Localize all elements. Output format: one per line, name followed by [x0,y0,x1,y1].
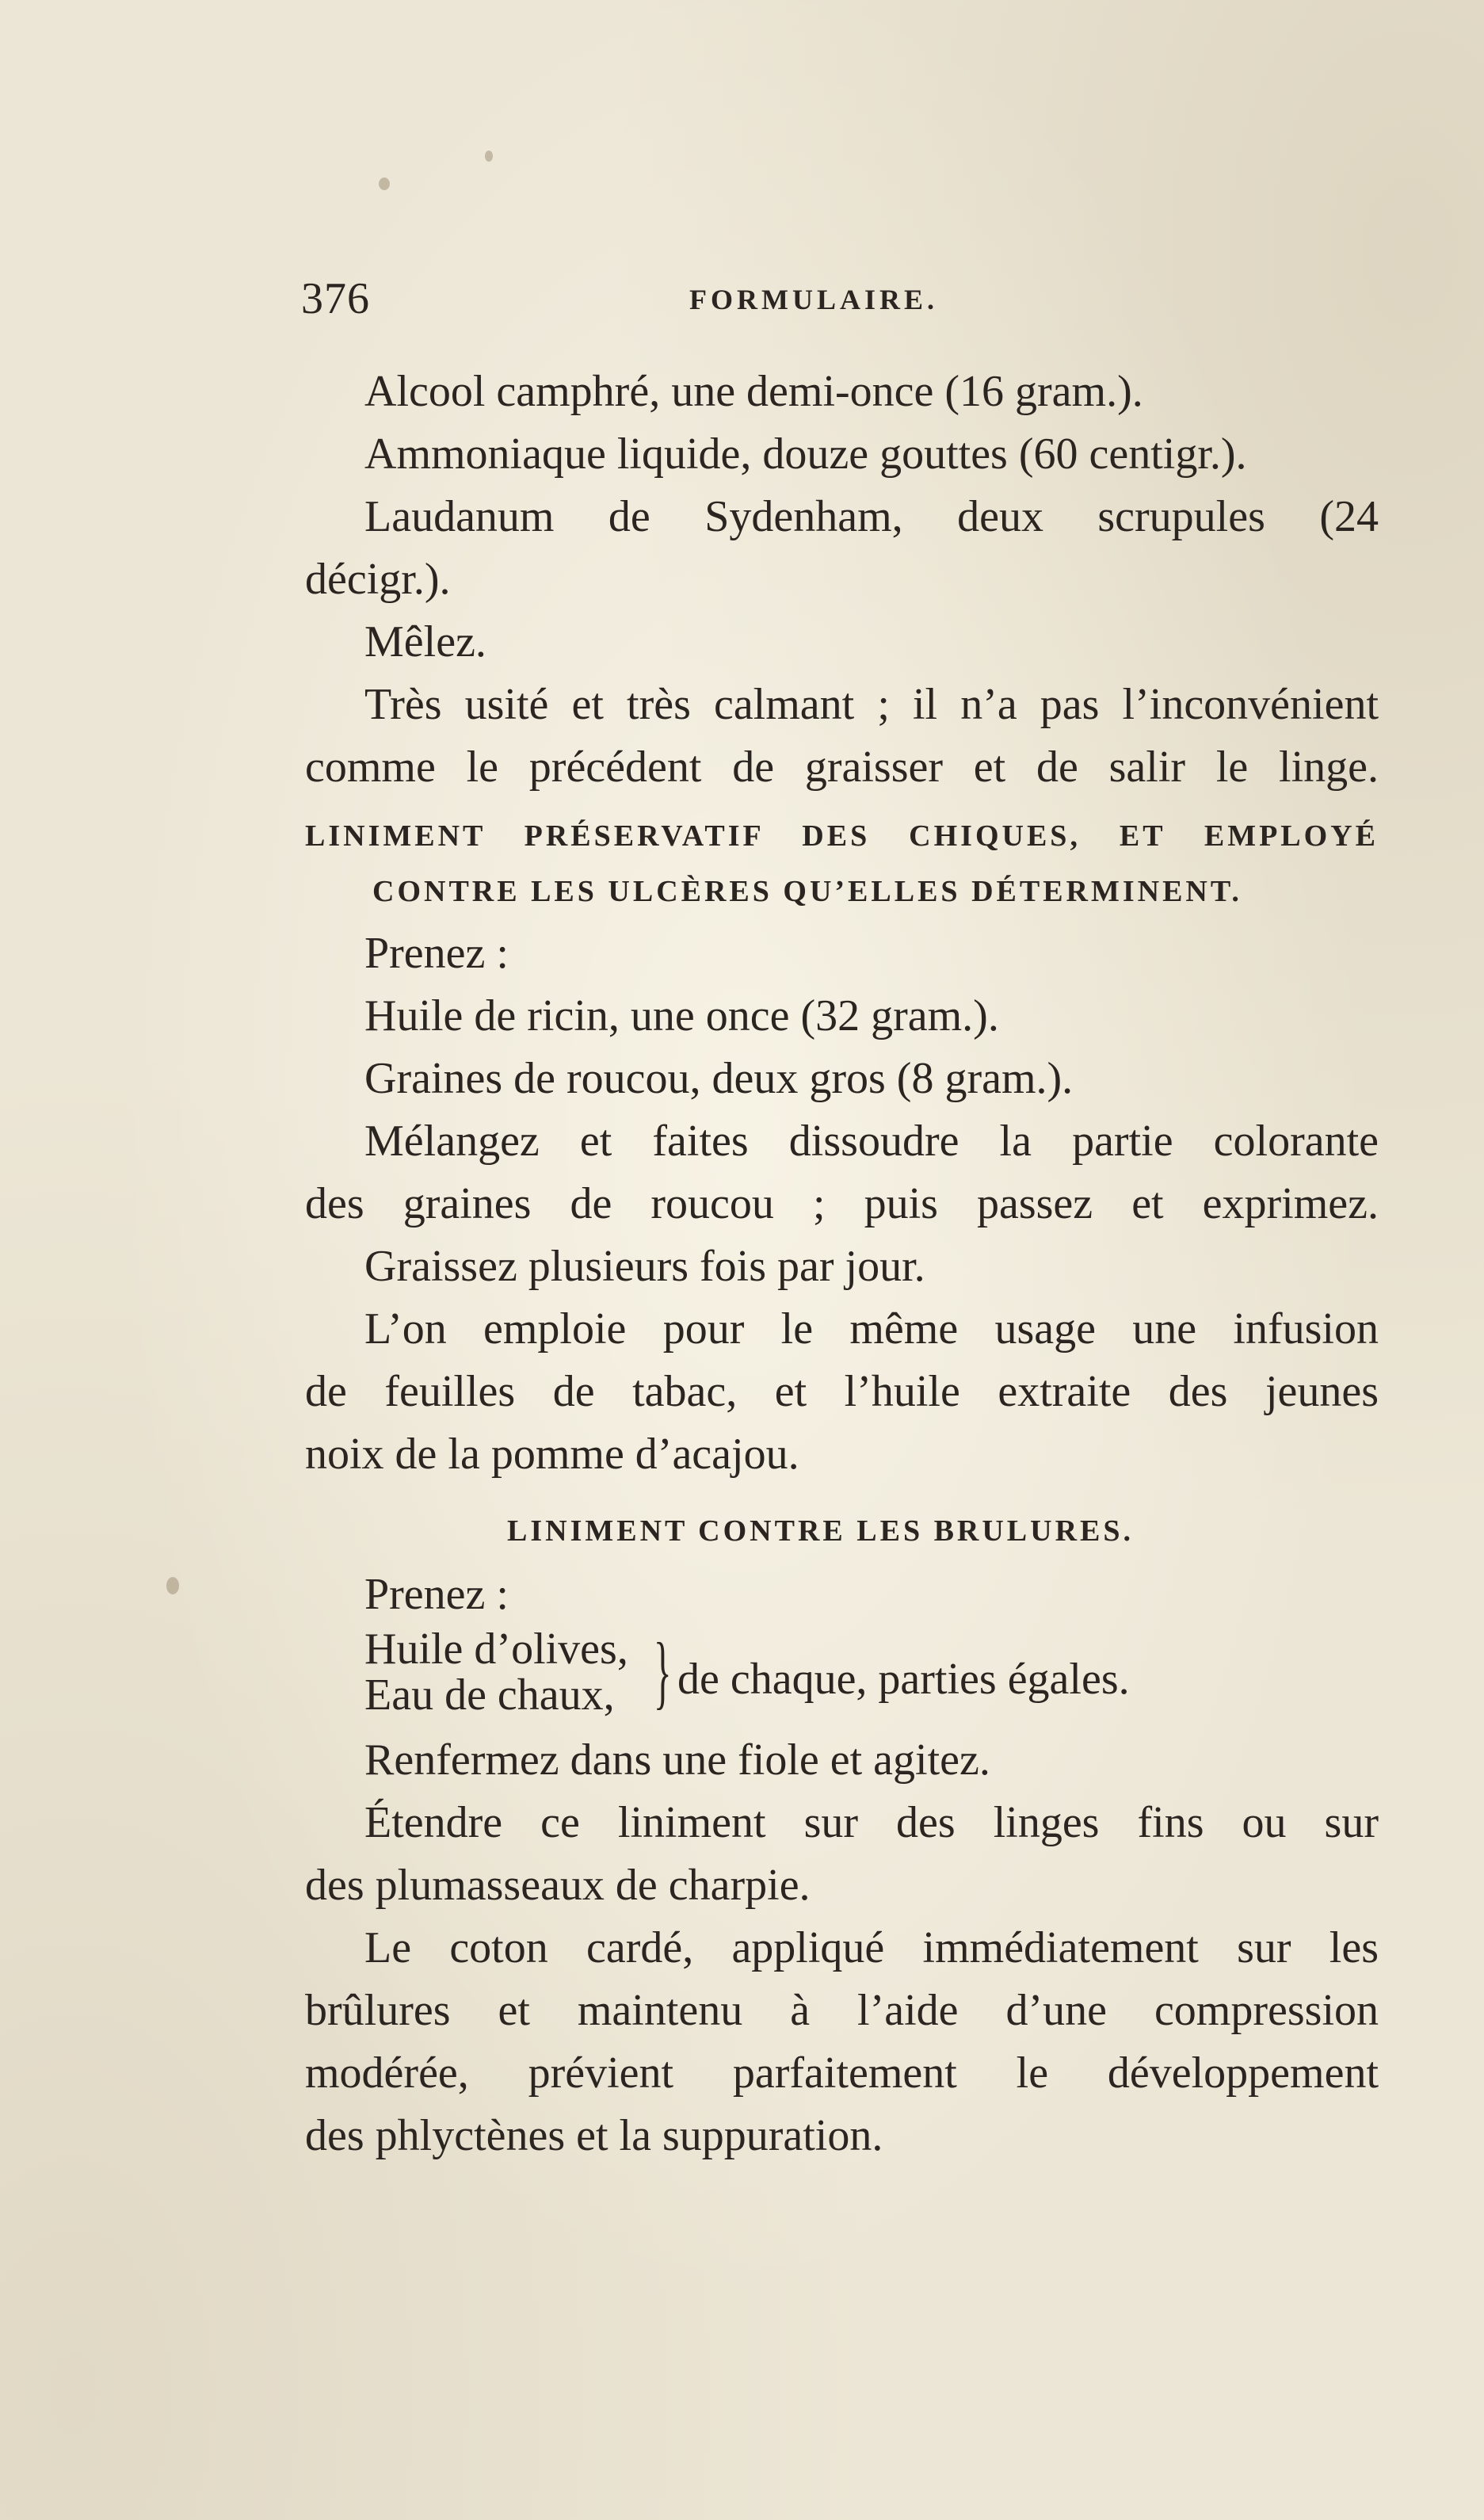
text-line: Ammoniaque liquide, douze gouttes (60 centigr.). [364,430,1247,479]
brace-ingredients [305,1626,1379,1729]
text-line: modérée, prévient parfaitement le développement [305,2048,1379,2098]
text-line: des plumasseaux de charpie. [305,1861,811,1910]
text-line: L’on emploie pour le même usage une infusion [364,1304,1379,1354]
page-header [301,273,1410,337]
text-line: Alcool camphré, une demi-once (16 gram.). [364,367,1143,416]
ink-stain [166,1577,179,1594]
section-heading: LINIMENT CONTRE LES BRULURES. [507,1514,1135,1548]
text-line: Laudanum de Sydenham, deux scrupules (24 [364,492,1379,541]
ingredient-line: Graines de roucou, deux gros (8 gram.). [364,1054,1074,1103]
text-line: brûlures et maintenu à l’aide d’une compression [305,1986,1379,2035]
section-heading-continued: CONTRE LES ULCÈRES QU’ELLES DÉTERMINENT. [372,875,1242,908]
text-line: noix de la pomme d’acajou. [305,1430,799,1479]
curly-brace-icon: } [654,1626,672,1717]
text-line: Graissez plusieurs fois par jour. [364,1242,925,1291]
text-line: de feuilles de tabac, et l’huile extraite des jeunes [305,1367,1379,1416]
text-line: Le coton cardé, appliqué immédiatement sur les [364,1923,1379,1972]
text-line: Mêlez. [364,617,486,666]
ink-stain [485,151,493,162]
brace-ingredient-list [364,1626,628,1718]
running-title: FORMULAIRE. [689,284,938,315]
text-line: Très usité et très calmant ; il n’a pas l’inconvénient [364,680,1379,729]
ingredient-line: Eau de chaux, [364,1670,615,1720]
text-line: décigr.). [305,555,451,604]
page-number: 376 [301,274,370,323]
ingredient-line: Huile de ricin, une once (32 gram.). [364,991,999,1040]
brace-quantity: de chaque, parties égales. [677,1655,1130,1704]
text-line: comme le précédent de graisser et de salir le linge. [305,743,1379,792]
text-line: Étendre ce liniment sur des linges fins ou sur [364,1798,1379,1847]
page-body [305,361,1379,2167]
text-line: des phlyctènes et la suppuration. [305,2111,883,2160]
text-line: Mélangez et faites dissoudre la partie colorante [364,1117,1379,1166]
text-line: Renfermez dans une fiole et agitez. [364,1735,990,1785]
ink-stain [379,178,390,190]
prenez-label: Prenez : [364,1570,509,1619]
prenez-label: Prenez : [364,929,509,978]
text-line: des graines de roucou ; puis passez et exprimez. [305,1179,1379,1228]
section-heading: LINIMENT PRÉSERVATIF DES CHIQUES, ET EMPLOYÉ [305,819,1379,853]
ingredient-line: Huile d’olives, [364,1625,628,1674]
